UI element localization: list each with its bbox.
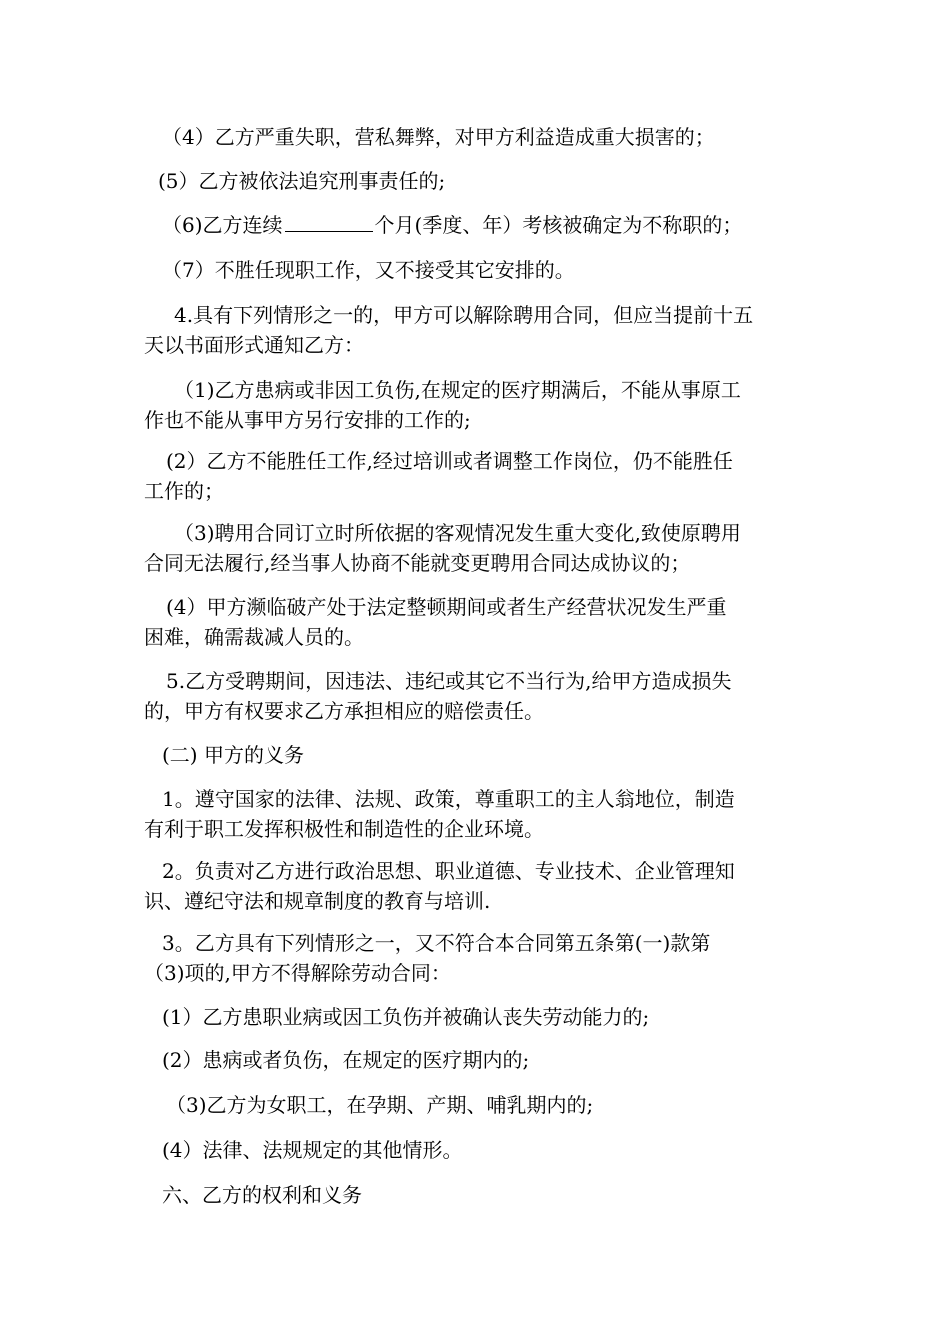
obligation-2-line-2: 识、遵纪守法和规章制度的教育与培训.: [144, 889, 491, 913]
obligation-3-item-1: (1）乙方患职业病或因工负伤并被确认丧失劳动能力的;: [162, 1005, 650, 1029]
obligation-2-line-1: 2。负责对乙方进行政治思想、职业道德、专业技术、企业管理知: [162, 859, 735, 883]
fill-in-blank: [285, 213, 373, 232]
clause-4-6: [144, 208, 832, 242]
clause-4-item-2-line-1: (2）乙方不能胜任工作,经过培训或者调整工作岗位，仍不能胜任: [166, 449, 733, 473]
clause-4-6-before: （6)乙方连续: [162, 213, 283, 237]
clause-4-item-4-line-1: (4）甲方濒临破产处于法定整顿期间或者生产经营状况发生严重: [166, 595, 727, 619]
clause-4-item-4-line-2: 困难，确需裁减人员的。: [144, 625, 364, 649]
clause-4-item-3-line-1: （3)聘用合同订立时所依据的客观情况发生重大变化,致使原聘用: [174, 521, 741, 545]
obligation-3-item-3: （3)乙方为女职工，在孕期、产期、哺乳期内的;: [166, 1093, 594, 1117]
obligation-3-line-1: 3。乙方具有下列情形之一，又不符合本合同第五条第(一)款第: [162, 931, 711, 955]
clause-4-4: （4）乙方严重失职，营私舞弊，对甲方利益造成重大损害的；: [162, 125, 715, 149]
clause-4-item-1-line-2: 作也不能从事甲方另行安排的工作的;: [144, 408, 471, 432]
clause-4-item-2-line-2: 工作的；: [144, 479, 224, 503]
obligation-1-line-1: 1。遵守国家的法律、法规、政策，尊重职工的主人翁地位，制造: [162, 787, 735, 811]
clause-4-item-3-line-2: 合同无法履行,经当事人协商不能就变更聘用合同达成协议的；: [144, 551, 691, 575]
section-heading-party-a-obligations: (二) 甲方的义务: [162, 743, 304, 767]
clause-4-heading-line-1: 4.具有下列情形之一的，甲方可以解除聘用合同，但应当提前十五: [174, 303, 754, 327]
section-heading-6: 六、乙方的权利和义务: [162, 1183, 362, 1207]
clause-4-7: （7）不胜任现职工作，又不接受其它安排的。: [162, 258, 575, 282]
clause-5-line-2: 的，甲方有权要求乙方承担相应的赔偿责任。: [144, 699, 544, 723]
clause-4-5: (5）乙方被依法追究刑事责任的;: [158, 169, 446, 193]
clause-4-6-after: 个月(季度、年）考核被确定为不称职的；: [374, 213, 743, 237]
obligation-1-line-2: 有利于职工发挥积极性和制造性的企业环境。: [144, 817, 544, 841]
obligation-3-line-2: （3)项的,甲方不得解除劳动合同：: [144, 961, 451, 985]
clause-5-line-1: 5.乙方受聘期间，因违法、违纪或其它不当行为,给甲方造成损失: [166, 669, 732, 693]
obligation-3-item-2: (2）患病或者负伤，在规定的医疗期内的;: [162, 1048, 530, 1072]
clause-4-heading-line-2: 天以书面形式通知乙方：: [144, 333, 364, 357]
obligation-3-item-4: (4）法律、法规规定的其他情形。: [162, 1138, 463, 1162]
clause-4-item-1-line-1: （1)乙方患病或非因工负伤,在规定的医疗期满后，不能从事原工: [174, 378, 741, 402]
